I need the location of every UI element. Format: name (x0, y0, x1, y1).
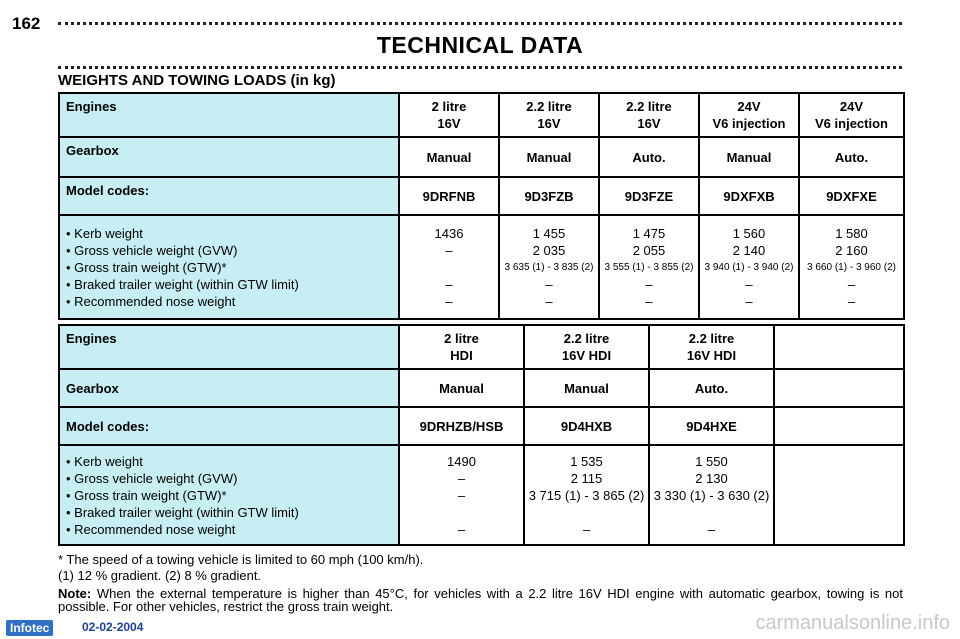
infotec-logo: Infotec (6, 620, 53, 636)
note-paragraph (58, 587, 903, 613)
model-code-cell-empty (774, 407, 904, 445)
engine-cell: 2.2 litre 16V HDI (649, 325, 774, 369)
note-label: Note: (58, 586, 92, 601)
model-code-cell: 9D4HXE (649, 407, 774, 445)
dotted-divider-top (58, 22, 902, 25)
weight-labels: • Kerb weight • Gross vehicle weight (GVW) • Gross train weight (GTW)* • Braked trailer weight (within GTW limit) • Recommended nose weight (59, 215, 399, 319)
model-code-cell: 9D3FZE (599, 177, 699, 215)
weight-values-cell: 1 455 2 035 3 635 (1) - 3 835 (2) – – (499, 215, 599, 319)
note-text: When the external temperature is higher than 45°C, for vehicles with a 2.2 litre 16V HDI engine with automatic gearbox, towing is not possible. For other vehicles, restrict the gross train weight. (58, 586, 903, 614)
engine-cell: 2.2 litre 16V HDI (524, 325, 649, 369)
gearbox-cell: Manual (499, 137, 599, 177)
section-title: WEIGHTS AND TOWING LOADS (in kg) (58, 72, 336, 89)
weight-values-cell: 1 475 2 055 3 555 (1) - 3 855 (2) – – (599, 215, 699, 319)
page-number: 162 (12, 14, 41, 33)
footnote-gradient: (1) 12 % gradient. (2) 8 % gradient. (58, 568, 262, 583)
gearbox-label: Gearbox (59, 369, 399, 407)
gearbox-cell: Manual (699, 137, 799, 177)
model-code-cell: 9DXFXE (799, 177, 904, 215)
gearbox-cell: Auto. (799, 137, 904, 177)
weight-values-cell: 1 535 2 115 3 715 (1) - 3 865 (2) – (524, 445, 649, 545)
weight-labels: • Kerb weight • Gross vehicle weight (GVW) • Gross train weight (GTW)* • Braked trailer weight (within GTW limit) • Recommended nose weight (59, 445, 399, 545)
engine-cell: 2.2 litre 16V (599, 93, 699, 137)
engine-cell: 24V V6 injection (799, 93, 904, 137)
footnote-speed-limit: * The speed of a towing vehicle is limited to 60 mph (100 km/h). (58, 552, 424, 567)
weight-values-cell: 1436 – – – (399, 215, 499, 319)
engines-label: Engines (59, 325, 399, 369)
model-codes-label: Model codes: (59, 407, 399, 445)
engines-label: Engines (59, 93, 399, 137)
engine-cell: 2 litre 16V (399, 93, 499, 137)
gearbox-cell: Auto. (599, 137, 699, 177)
weights-table-diesel (58, 324, 905, 546)
weight-values-cell-empty (774, 445, 904, 545)
weight-values-cell: 1 560 2 140 3 940 (1) - 3 940 (2) – – (699, 215, 799, 319)
engine-cell: 24V V6 injection (699, 93, 799, 137)
weights-table-petrol (58, 92, 905, 320)
footer-date: 02-02-2004 (82, 620, 144, 634)
model-codes-label: Model codes: (59, 177, 399, 215)
model-code-cell: 9DXFXB (699, 177, 799, 215)
gearbox-cell: Manual (399, 369, 524, 407)
engine-cell: 2 litre HDI (399, 325, 524, 369)
gearbox-cell: Manual (524, 369, 649, 407)
gearbox-cell: Auto. (649, 369, 774, 407)
watermark: carmanualsonline.info (755, 612, 950, 634)
gearbox-cell-empty (774, 369, 904, 407)
model-code-cell: 9D4HXB (524, 407, 649, 445)
gearbox-cell: Manual (399, 137, 499, 177)
dotted-divider-mid (58, 66, 902, 69)
weight-values-cell: 1490 – – – (399, 445, 524, 545)
page-title: TECHNICAL DATA (376, 32, 584, 58)
engine-cell-empty (774, 325, 904, 369)
model-code-cell: 9D3FZB (499, 177, 599, 215)
model-code-cell: 9DRHZB/HSB (399, 407, 524, 445)
model-code-cell: 9DRFNB (399, 177, 499, 215)
weight-values-cell: 1 550 2 130 3 330 (1) - 3 630 (2) – (649, 445, 774, 545)
weight-values-cell: 1 580 2 160 3 660 (1) - 3 960 (2) – – (799, 215, 904, 319)
gearbox-label: Gearbox (59, 137, 399, 177)
engine-cell: 2.2 litre 16V (499, 93, 599, 137)
